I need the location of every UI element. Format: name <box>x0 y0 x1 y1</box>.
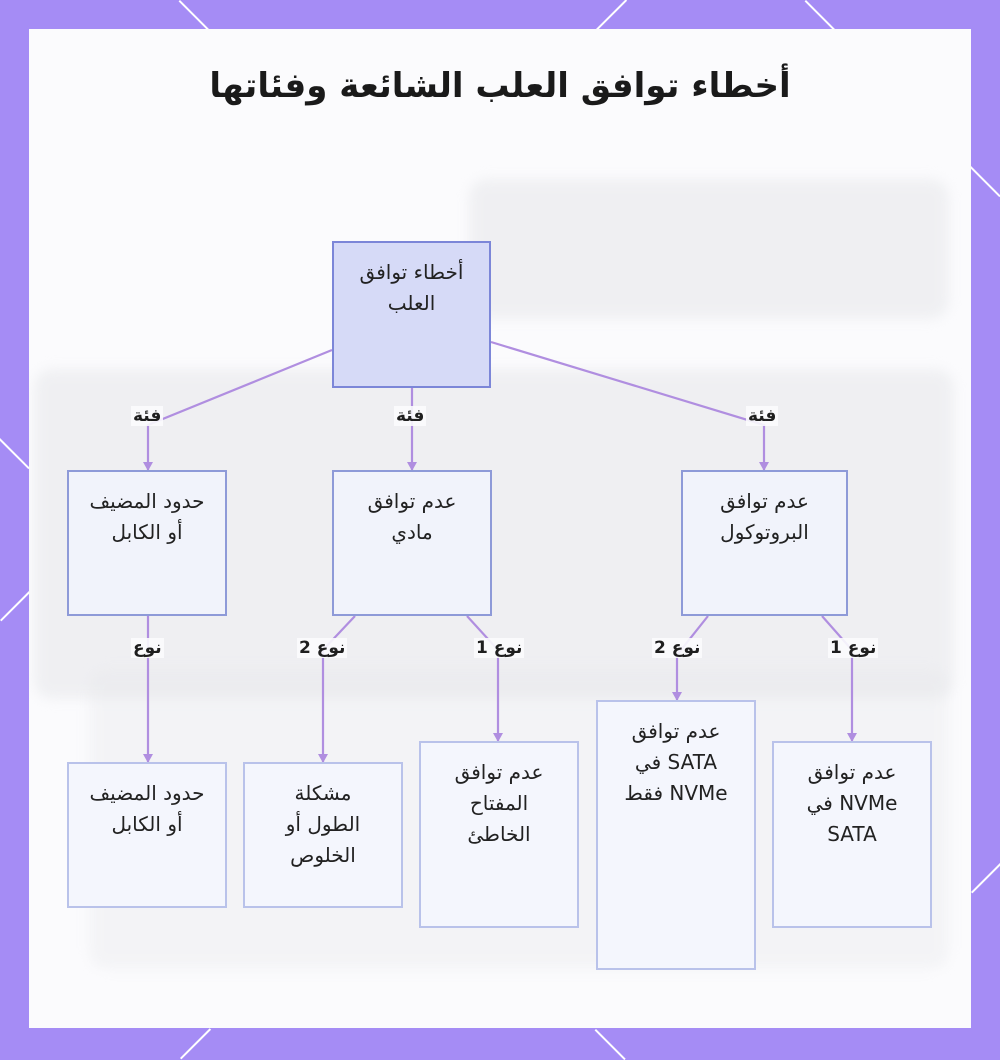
edge-protocol-nvme <box>822 616 852 741</box>
edge-label-type: نوع <box>133 638 162 658</box>
edge-label-category: فئة <box>396 406 425 426</box>
edge-label-category: فئة <box>133 406 162 426</box>
edge-root-protocol <box>491 342 764 470</box>
node-wrong-key <box>419 741 579 928</box>
node-nvme-in-sata <box>772 741 932 928</box>
diagram-title: أخطاء توافق العلب الشائعة وفئاتها <box>209 66 791 106</box>
edge-label-type2: نوع 2 <box>299 638 346 658</box>
node-protocol <box>681 470 848 616</box>
node-length-clearance-label: مشكلة الطول أو الخلوص <box>285 781 361 867</box>
node-length-clearance <box>243 762 403 908</box>
node-physical-label: عدم توافق مادي <box>367 489 457 544</box>
node-host-limits <box>67 470 227 616</box>
edge-label-type1: نوع 1 <box>476 638 523 658</box>
edge-label-type1: نوع 1 <box>830 638 877 658</box>
edge-protocol-sata <box>677 616 708 700</box>
edge-label-category: فئة <box>748 406 777 426</box>
node-host-limits-leaf-label: حدود المضيف أو الكابل <box>89 781 205 836</box>
node-sata-in-nvme-label: عدم توافق SATA في NVMe فقط <box>624 719 728 805</box>
edge-root-host <box>148 350 332 470</box>
node-wrong-key-label: عدم توافق المفتاح الخاطئ <box>454 760 544 846</box>
node-physical <box>332 470 492 616</box>
node-host-limits-label: حدود المضيف أو الكابل <box>89 489 205 544</box>
node-protocol-label: عدم توافق البروتوكول <box>720 489 809 544</box>
edge-physical-key <box>467 616 498 741</box>
edge-label-type2: نوع 2 <box>654 638 701 658</box>
node-host-limits-leaf <box>67 762 227 908</box>
node-root-label: أخطاء توافق العلب <box>359 260 464 315</box>
node-root <box>332 241 491 388</box>
node-nvme-in-sata-label: عدم توافق NVMe في SATA <box>806 760 898 846</box>
node-sata-in-nvme <box>596 700 756 970</box>
